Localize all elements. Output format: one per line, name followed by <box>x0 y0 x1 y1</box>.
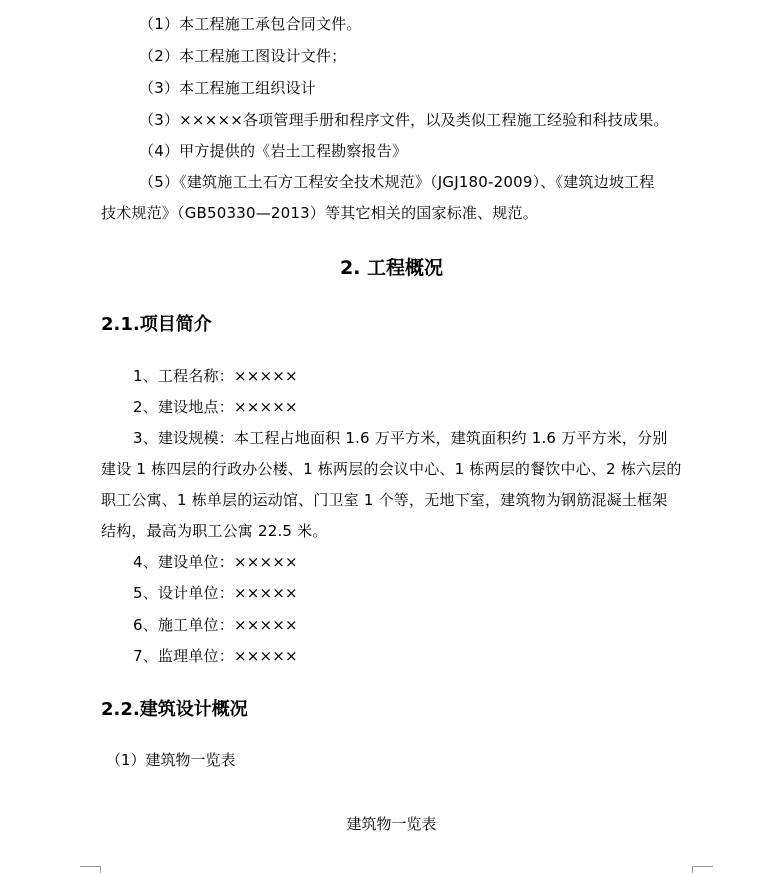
project-scale-continued-1: 建设 1 栋四层的行政办公楼、1 栋两层的会议中心、1 栋两层的餐饮中心、2 栋六层的 <box>101 460 682 478</box>
subsection-heading-project-intro: 2.1.项目简介 <box>101 314 212 335</box>
reference-item-4: （3）×××××各项管理手册和程序文件，以及类似工程施工经验和科技成果。 <box>139 111 669 129</box>
reference-item-6: （5）《建筑施工土石方工程安全技术规范》（JGJ180-2009）、《建筑边坡工程 <box>139 173 655 191</box>
supervisor-item: 7、监理单位：××××× <box>133 647 298 665</box>
project-scale-item: 3、建设规模：本工程占地面积 1.6 万平方米，建筑面积约 1.6 万平方米，分别 <box>133 429 668 447</box>
reference-item-3: （3）本工程施工组织设计 <box>139 79 316 97</box>
reference-item-2: （2）本工程施工图设计文件； <box>139 47 347 65</box>
reference-item-1: （1）本工程施工承包合同文件。 <box>139 15 362 33</box>
page-margin-corner-mark-left <box>80 866 101 873</box>
table-caption: 建筑物一览表 <box>346 815 437 833</box>
designer-item: 5、设计单位：××××× <box>133 584 298 602</box>
owner-item: 4、建设单位：××××× <box>133 553 298 571</box>
building-list-item: （1）建筑物一览表 <box>106 751 236 769</box>
reference-item-6-continued: 技术规范》（GB50330—2013）等其它相关的国家标准、规范。 <box>101 204 538 222</box>
project-scale-continued-3: 结构，最高为职工公寓 22.5 米。 <box>101 522 328 540</box>
page-margin-corner-mark-right <box>692 866 713 873</box>
project-location-item: 2、建设地点：××××× <box>133 398 298 416</box>
project-name-item: 1、工程名称：××××× <box>133 367 298 385</box>
subsection-heading-architecture: 2.2.建筑设计概况 <box>101 699 248 720</box>
reference-item-5: （4）甲方提供的《岩土工程勘察报告》 <box>139 142 408 160</box>
project-scale-continued-2: 职工公寓、1 栋单层的运动馆、门卫室 1 个等，无地下室，建筑物为钢筋混凝土框架 <box>101 491 668 509</box>
contractor-item: 6、施工单位：××××× <box>133 616 298 634</box>
section-heading: 2. 工程概况 <box>339 257 444 279</box>
